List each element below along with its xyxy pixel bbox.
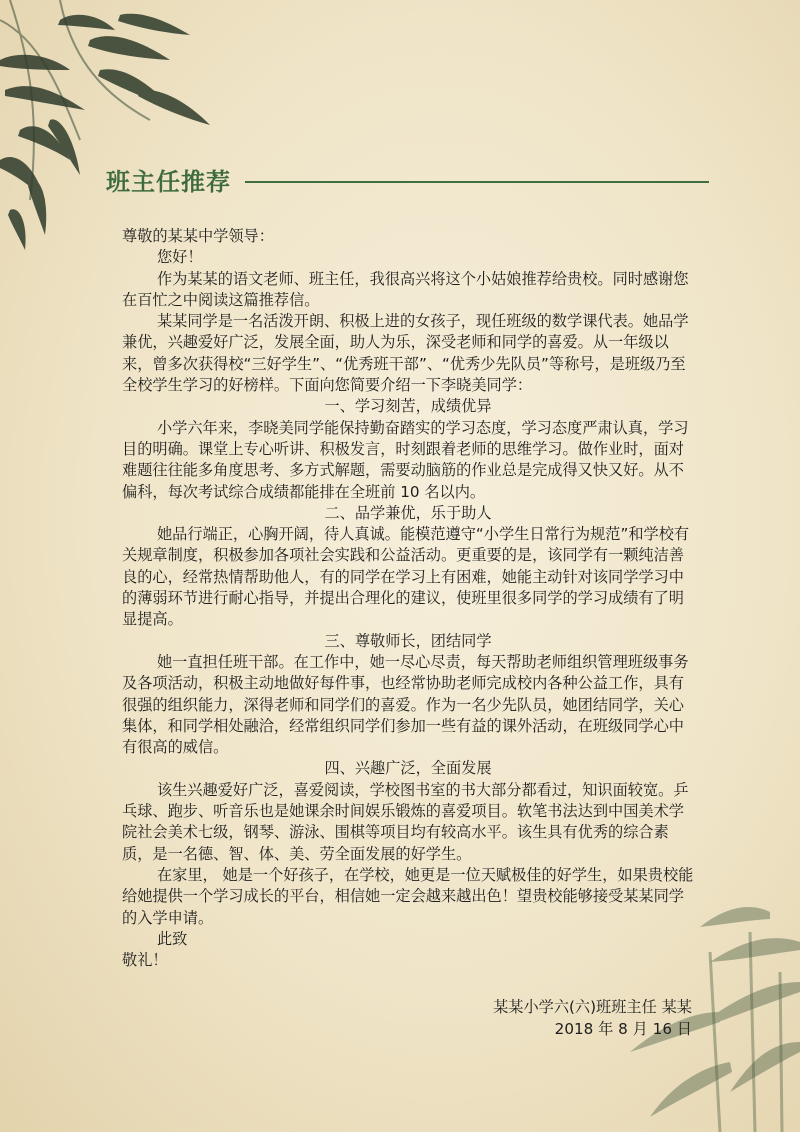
greeting: 您好！ xyxy=(156,248,203,267)
section-paragraph: 她一直担任班干部。在工作中，她一尽心尽责，每天帮助老师组织管理班级事务及各项活动，积极主动地做好每件事，也经常协助老师完成校内各种公益工作，具有很强的组织能力，深得老师和同学们的喜爱。作为一名少先队员，她团结同学，关心集体，和同学相处融洽，经常组织同学们参加一些有益的课外活动，在班级同学心中有很高的威信。 xyxy=(122,652,689,757)
closing-paragraph: 在家里， 她是一个好孩子，在学校，她更是一位天赋极佳的好学生，如果贵校能给她提供一个学习成长的平台，相信她一定会越来越出色！望贵校能够接受某某同学的入学申请。 xyxy=(122,865,694,927)
section-paragraph: 小学六年来，李晓美同学能保持勤奋踏实的学习态度，学习态度严肃认真，学习目的明确。课堂上专心听讲、积极发言，时刻跟着老师的思维学习。做作业时，面对难题往往能多角度思考、多方式解题，需要动脑筋的作业总是完成得又快又好。从不偏科，每次考试综合成绩都能排在全班前 10 名以内。 xyxy=(122,418,689,501)
section-heading: 一、学习刻苦，成绩优异 xyxy=(324,397,492,416)
signature-block xyxy=(493,996,692,1040)
signature-date: 2018 年 8 月 16 日 xyxy=(554,1020,692,1038)
signature-name: 某某小学六(六)班班主任 某某 xyxy=(493,998,692,1016)
recommendation-letter xyxy=(122,226,694,971)
closing-ci-zhi: 此致 xyxy=(156,929,188,948)
section-paragraph: 该生兴趣爱好广泛，喜爱阅读，学校图书室的书大部分都看过，知识面较宽。乒乓球、跑步、听音乐也是她课余时间娱乐锻炼的喜爱项目。软笔书法达到中国美术学院社会美术七级，钢琴、游泳、围棋等项目均有较高水平。该生具有优秀的综合素质，是一名德、智、体、美、劳全面发展的好学生。 xyxy=(122,780,689,863)
section-paragraph: 她品行端正，心胸开阔，待人真诚。能模范遵守“小学生日常行为规范”和学校有关规章制度，积极参加各项社会实践和公益活动。更重要的是，该同学有一颗纯洁善良的心，经常热情帮助他人，有的同学在学习上有困难，她能主动针对该同学学习中的薄弱环节进行耐心指导，并提出合理化的建议，使班里很多同学的学习成绩有了明显提高。 xyxy=(122,525,690,629)
section-heading: 三、尊敬师长，团结同学 xyxy=(324,631,492,650)
overview-paragraph: 某某同学是一名活泼开朗、积极上进的女孩子，现任班级的数学课代表。她品学兼优，兴趣爱好广泛，发展全面，助人为乐，深受老师和同学的喜爱。从一年级以来，曾多次获得校“三好学生”、“优秀班干部”、“优秀少先队员”等称号，是班级乃至全校学生学习的好榜样。下面向您简要介绍一下李晓美同学： xyxy=(122,312,689,395)
bamboo-illustration-top xyxy=(0,0,240,250)
closing-jing-li: 敬礼！ xyxy=(122,951,168,970)
section-heading: 二、品学兼优，乐于助人 xyxy=(324,503,492,522)
title-divider xyxy=(245,181,709,183)
intro-paragraph: 作为某某的语文老师、班主任，我很高兴将这个小姑娘推荐给贵校。同时感谢您在百忙之中阅读这篇推荐信。 xyxy=(122,269,689,309)
section-title: 班主任推荐 xyxy=(106,167,231,196)
section-heading: 四、兴趣广泛，全面发展 xyxy=(324,759,492,778)
salutation: 尊敬的某某中学领导： xyxy=(122,227,274,245)
